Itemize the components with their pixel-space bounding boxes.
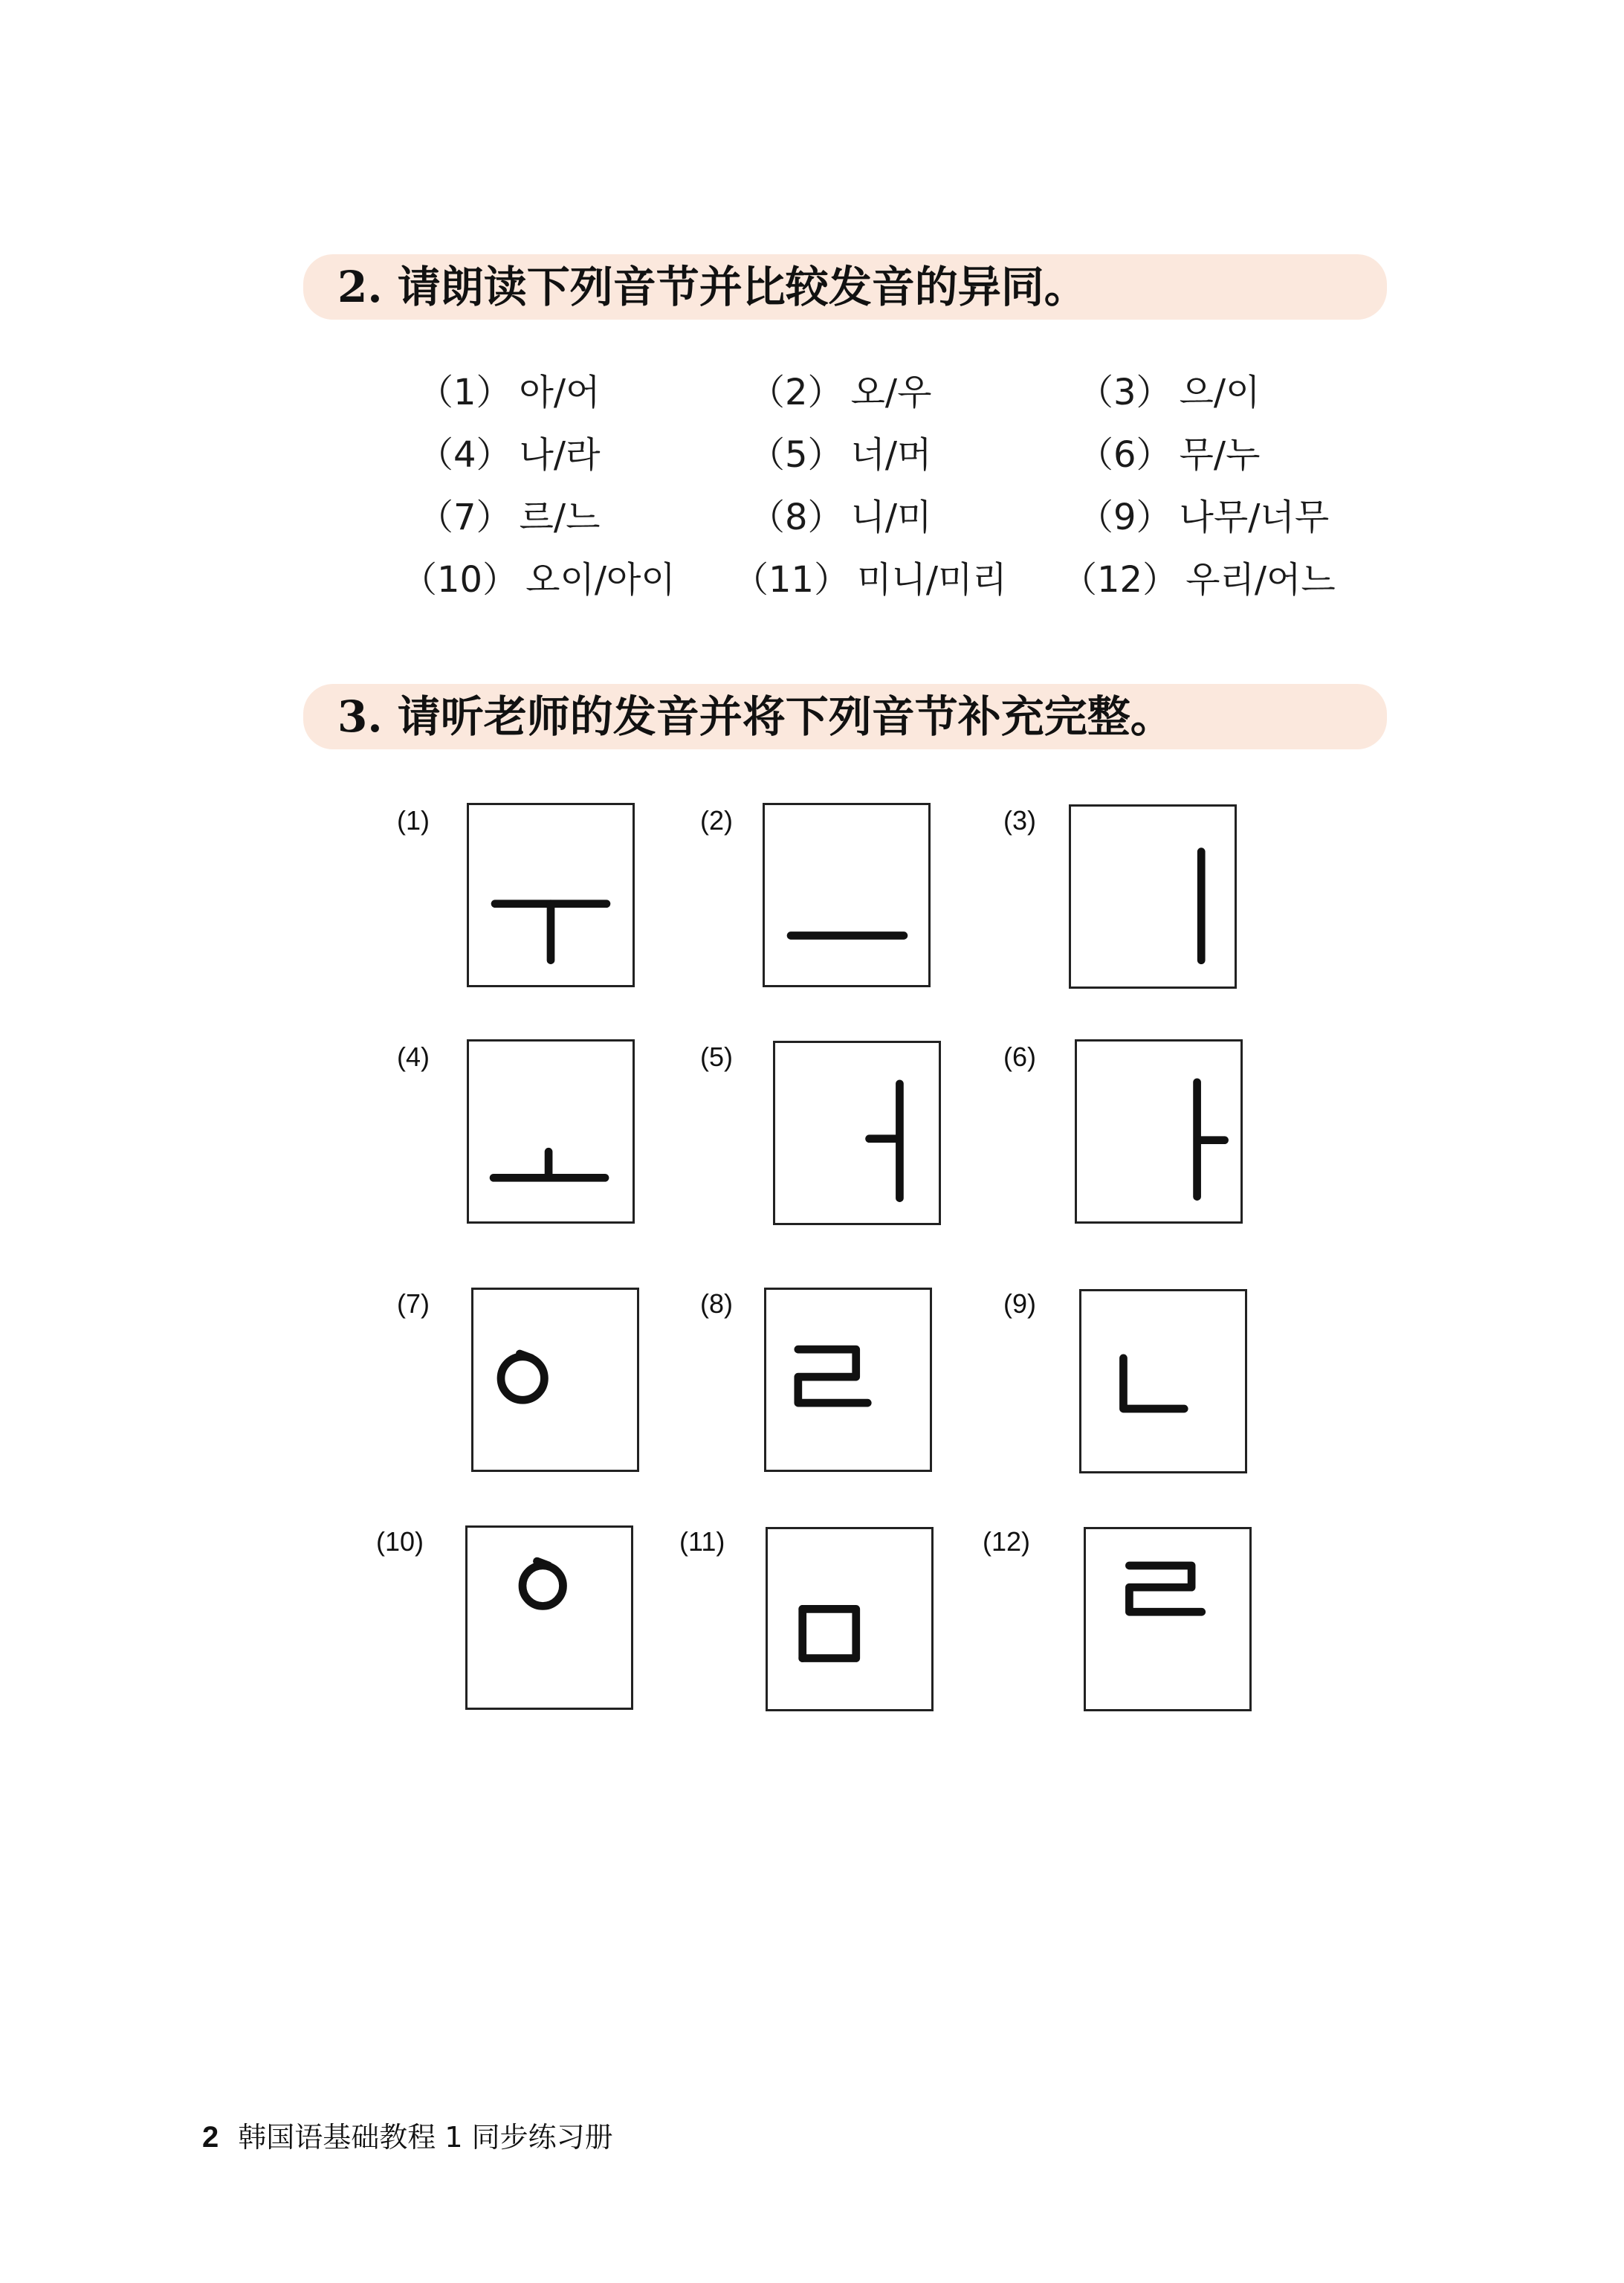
list-item: （3） 으/이 bbox=[1078, 372, 1261, 413]
syllable-box bbox=[1079, 1289, 1247, 1473]
list-item: （9） 나무/너무 bbox=[1078, 497, 1330, 538]
section-2-title: 2. 请朗读下列音节并比较发音的异同。 bbox=[337, 262, 1087, 312]
list-item: （5） 너/머 bbox=[749, 434, 932, 476]
list-item: （1） 아/어 bbox=[418, 372, 601, 413]
syllable-box bbox=[764, 1288, 932, 1472]
list-item: （2） 오/우 bbox=[749, 372, 932, 413]
list-item: （4） 나/라 bbox=[418, 434, 601, 476]
list-item: （6） 무/누 bbox=[1078, 434, 1261, 476]
box-label: (8) bbox=[700, 1288, 733, 1319]
section-2-header bbox=[303, 254, 1387, 320]
list-item: （12） 우리/어느 bbox=[1061, 559, 1336, 601]
box-label: (3) bbox=[1003, 805, 1036, 836]
page-number: 2 bbox=[202, 2121, 219, 2154]
vowel-u-glyph bbox=[469, 805, 633, 985]
syllable-box bbox=[763, 803, 931, 987]
vowel-o-glyph bbox=[469, 1042, 633, 1221]
box-label: (6) bbox=[1003, 1042, 1036, 1072]
list-item: （11） 미니/미리 bbox=[733, 559, 1007, 601]
consonant-rieul-glyph bbox=[766, 1290, 930, 1470]
section-3-header bbox=[303, 684, 1387, 749]
box-label: (11) bbox=[679, 1526, 725, 1557]
list-item: （7） 르/느 bbox=[418, 497, 601, 538]
syllable-box bbox=[467, 1039, 635, 1224]
syllable-box bbox=[465, 1525, 633, 1710]
syllable-box bbox=[1075, 1039, 1243, 1224]
syllable-box bbox=[773, 1041, 941, 1225]
box-label: (12) bbox=[983, 1526, 1031, 1557]
box-label: (5) bbox=[700, 1042, 733, 1072]
syllable-box bbox=[766, 1527, 934, 1711]
consonant-ieung-glyph bbox=[473, 1290, 637, 1470]
vowel-a-glyph bbox=[1077, 1042, 1240, 1221]
consonant-ieung-glyph bbox=[468, 1528, 631, 1708]
book-title: 韩国语基础教程 1 同步练习册 bbox=[238, 2121, 613, 2154]
syllable-box bbox=[467, 803, 635, 987]
consonant-rieul-glyph bbox=[1086, 1529, 1249, 1709]
box-label: (9) bbox=[1003, 1288, 1036, 1319]
box-label: (7) bbox=[397, 1288, 430, 1319]
vowel-eo-glyph bbox=[775, 1043, 939, 1223]
list-item: （8） 니/미 bbox=[749, 497, 932, 538]
vowel-eu-glyph bbox=[765, 805, 928, 985]
syllable-box bbox=[1084, 1527, 1252, 1711]
box-label: (4) bbox=[397, 1042, 430, 1072]
list-item: （10） 오이/아이 bbox=[401, 559, 676, 601]
syllable-box bbox=[471, 1288, 639, 1472]
box-label: (10) bbox=[376, 1526, 424, 1557]
syllable-box bbox=[1069, 804, 1237, 989]
consonant-mieum-glyph bbox=[768, 1529, 931, 1709]
page-footer bbox=[202, 2119, 613, 2156]
box-label: (2) bbox=[700, 805, 733, 836]
box-label: (1) bbox=[397, 805, 430, 836]
consonant-nieun-glyph bbox=[1081, 1291, 1245, 1471]
vowel-i-glyph bbox=[1071, 807, 1235, 986]
section-3-title: 3. 请听老师的发音并将下列音节补充完整。 bbox=[337, 691, 1174, 742]
